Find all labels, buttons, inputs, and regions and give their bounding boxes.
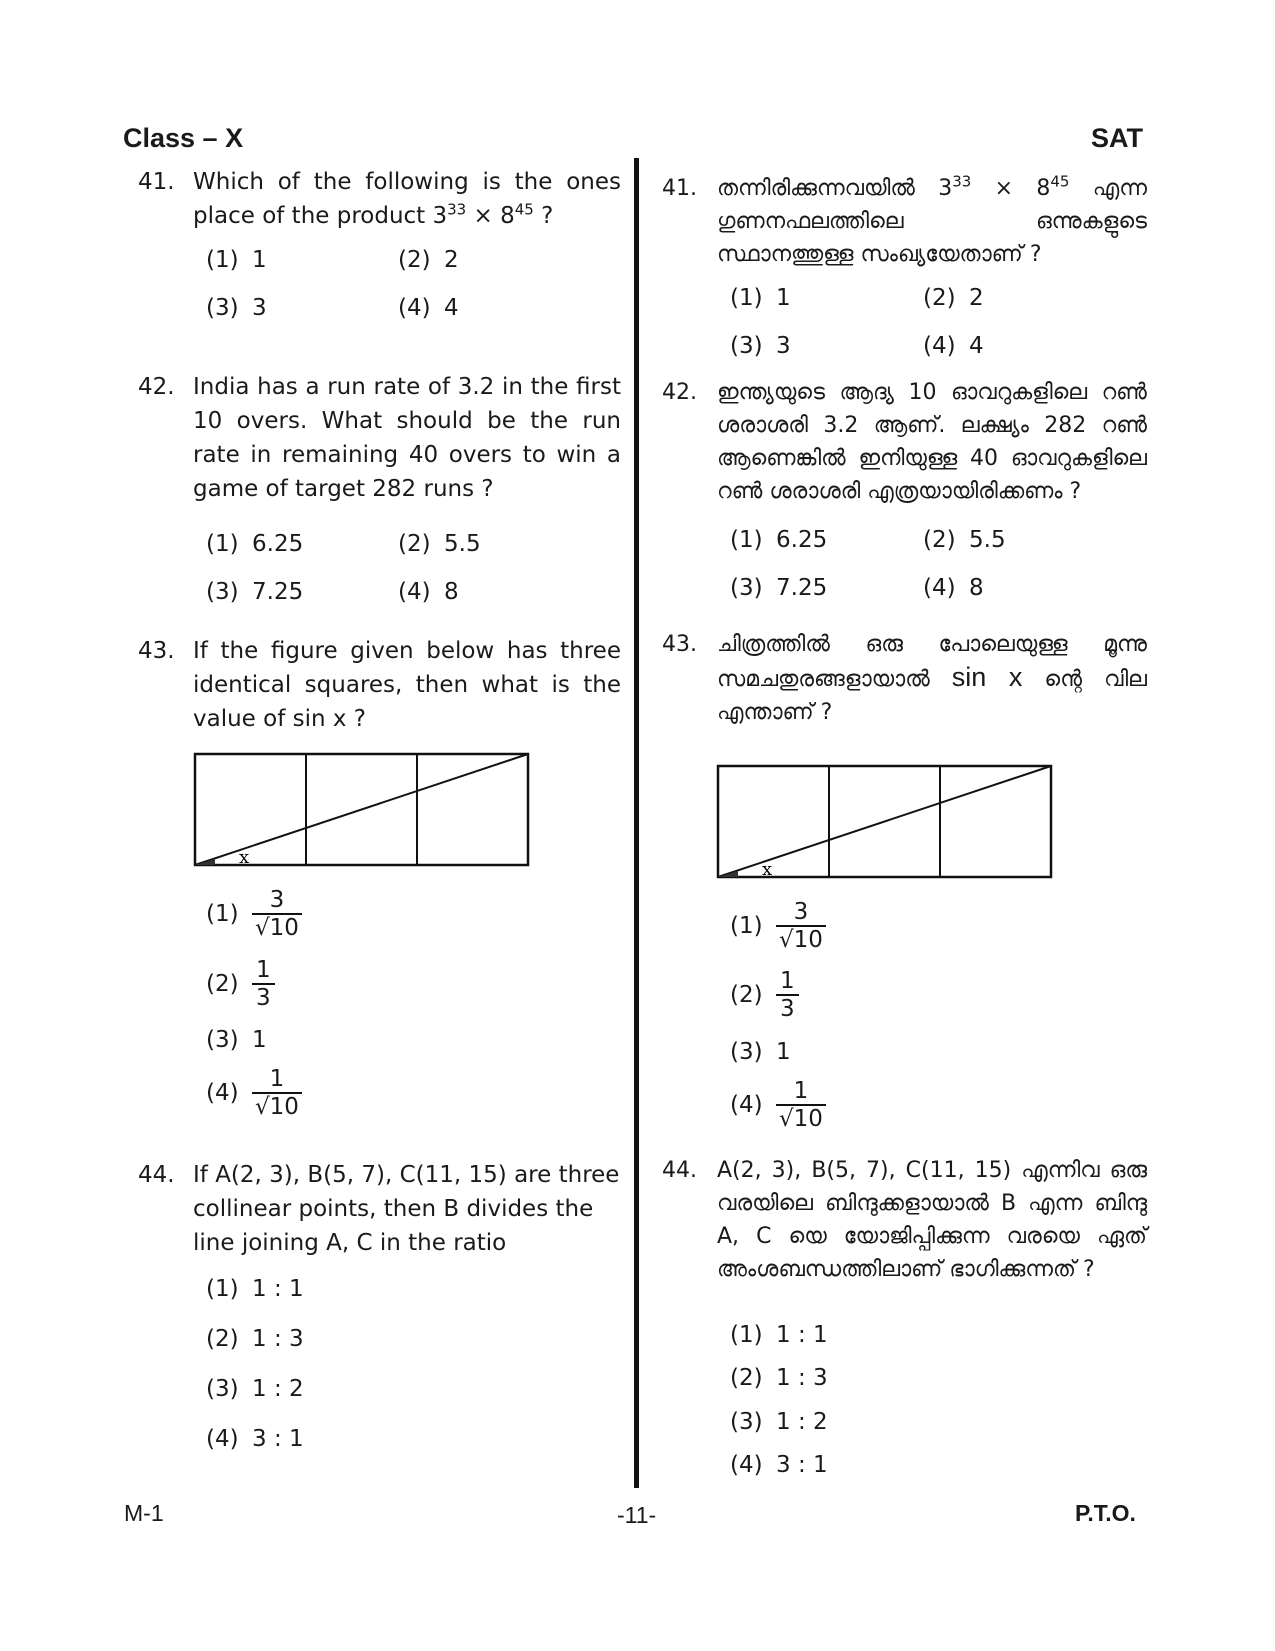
option-44-4-ml[interactable]: (4) 3 : 1: [730, 1452, 828, 1478]
option-44-2-en[interactable]: (2) 1 : 3: [206, 1326, 304, 1352]
question-text: India has a run rate of 3.2 in the first 10 overs. What should be the run rate in remaining 40 overs to win a game of target 282 runs ?: [193, 374, 621, 502]
question-number: 44.: [662, 1158, 697, 1183]
page-number: -11-: [617, 1502, 657, 1528]
question-text: ചിത്രത്തിൽ ഒരു പോലെയുള്ള മൂന്നു സമചതുരങ്ങളായാൽ sin x ന്റെ വില എന്താണ് ?: [717, 632, 1147, 725]
option-44-2-ml[interactable]: (2) 1 : 3: [730, 1365, 828, 1391]
question-text: തന്നിരിക്കുന്നവയിൽ $3^{33} \times 8^{45}$ എന്ന ഗുണനഫലത്തിലെ ഒന്നുകളുടെ സ്ഥാനത്തുള്ള സംഖ്യയേതാണ് ?: [717, 172, 1148, 267]
option-43-3-ml[interactable]: (3) 1: [730, 1039, 791, 1065]
option-41-3-ml[interactable]: (3) 3: [730, 333, 791, 359]
three-squares-figure-en: [193, 752, 533, 872]
option-43-2-en[interactable]: (2) $\frac{1}{3}$: [206, 957, 275, 1011]
option-43-1-ml[interactable]: (1) $\frac{3}{√10}$: [730, 899, 826, 953]
option-43-3-en[interactable]: (3) 1: [206, 1027, 267, 1053]
option-41-2-ml[interactable]: (2) 2: [923, 285, 984, 311]
option-41-1-en[interactable]: (1) 1: [206, 247, 267, 273]
option-41-2-en[interactable]: (2) 2: [398, 247, 459, 273]
question-number: 41.: [138, 169, 175, 195]
option-42-3-en[interactable]: (3) 7.25: [206, 579, 304, 605]
question-text: Which of the following is the ones place of the product $3^{33} \times 8^{45}$ ?: [193, 169, 621, 229]
option-42-1-en[interactable]: (1) 6.25: [206, 531, 304, 557]
question-text: If A(2, 3), B(5, 7), C(11, 15) are three collinear points, then B divides the line joining A, C in the ratio: [193, 1162, 620, 1256]
option-42-2-en[interactable]: (2) 5.5: [398, 531, 481, 557]
footer-code: M-1: [124, 1500, 164, 1526]
option-41-4-en[interactable]: (4) 4: [398, 295, 459, 321]
option-41-1-ml[interactable]: (1) 1: [730, 285, 791, 311]
option-44-1-ml[interactable]: (1) 1 : 1: [730, 1322, 828, 1348]
option-42-4-ml[interactable]: (4) 8: [923, 575, 984, 601]
sat-label: SAT: [1091, 123, 1143, 153]
option-42-4-en[interactable]: (4) 8: [398, 579, 459, 605]
question-number: 43.: [138, 638, 175, 664]
option-44-3-ml[interactable]: (3) 1 : 2: [730, 1409, 828, 1435]
option-44-4-en[interactable]: (4) 3 : 1: [206, 1426, 304, 1452]
class-label: Class – X: [123, 123, 244, 153]
question-text: ഇന്ത്യയുടെ ആദ്യ 10 ഓവറുകളിലെ റൺ ശരാശരി 3.2 ആണ്. ലക്ഷ്യം 282 റൺ ആണെങ്കിൽ ഇനിയുള്ള 40 ഓവറുകളിലെ റൺ ശരാശരി എത്രയായിരിക്കണം ?: [717, 380, 1147, 504]
pto-label: P.T.O.: [1075, 1500, 1136, 1526]
question-number: 41.: [662, 176, 697, 201]
question-number: 42.: [662, 380, 697, 405]
question-number: 44.: [138, 1162, 175, 1188]
angle-label: x: [762, 859, 773, 880]
option-42-2-ml[interactable]: (2) 5.5: [923, 527, 1006, 553]
option-42-1-ml[interactable]: (1) 6.25: [730, 527, 828, 553]
question-text: A(2, 3), B(5, 7), C(11, 15) എന്നിവ ഒരു വരയിലെ ബിന്ദുക്കളായാൽ B എന്ന ബിന്ദു A, C യെ യോജിപ്പിക്കുന്ന വരയെ ഏത് അംശബന്ധത്തിലാണ് ഭാഗിക്കുന്നത് ?: [717, 1158, 1147, 1282]
option-42-3-ml[interactable]: (3) 7.25: [730, 575, 828, 601]
option-43-4-en[interactable]: (4) $\frac{1}{√10}$: [206, 1066, 302, 1120]
option-43-2-ml[interactable]: (2) $\frac{1}{3}$: [730, 968, 799, 1022]
question-text: If the figure given below has three identical squares, then what is the value of sin x ?: [193, 638, 621, 732]
angle-label: x: [239, 847, 250, 868]
option-41-4-ml[interactable]: (4) 4: [923, 333, 984, 359]
option-44-1-en[interactable]: (1) 1 : 1: [206, 1276, 304, 1302]
option-43-4-ml[interactable]: (4) $\frac{1}{√10}$: [730, 1078, 826, 1132]
option-41-3-en[interactable]: (3) 3: [206, 295, 267, 321]
column-divider: [634, 158, 639, 1488]
option-44-3-en[interactable]: (3) 1 : 2: [206, 1376, 304, 1402]
option-43-1-en[interactable]: (1) $\frac{3}{√10}$: [206, 887, 302, 941]
three-squares-figure-ml: [716, 764, 1056, 884]
question-number: 42.: [138, 374, 175, 400]
question-number: 43.: [662, 632, 697, 657]
